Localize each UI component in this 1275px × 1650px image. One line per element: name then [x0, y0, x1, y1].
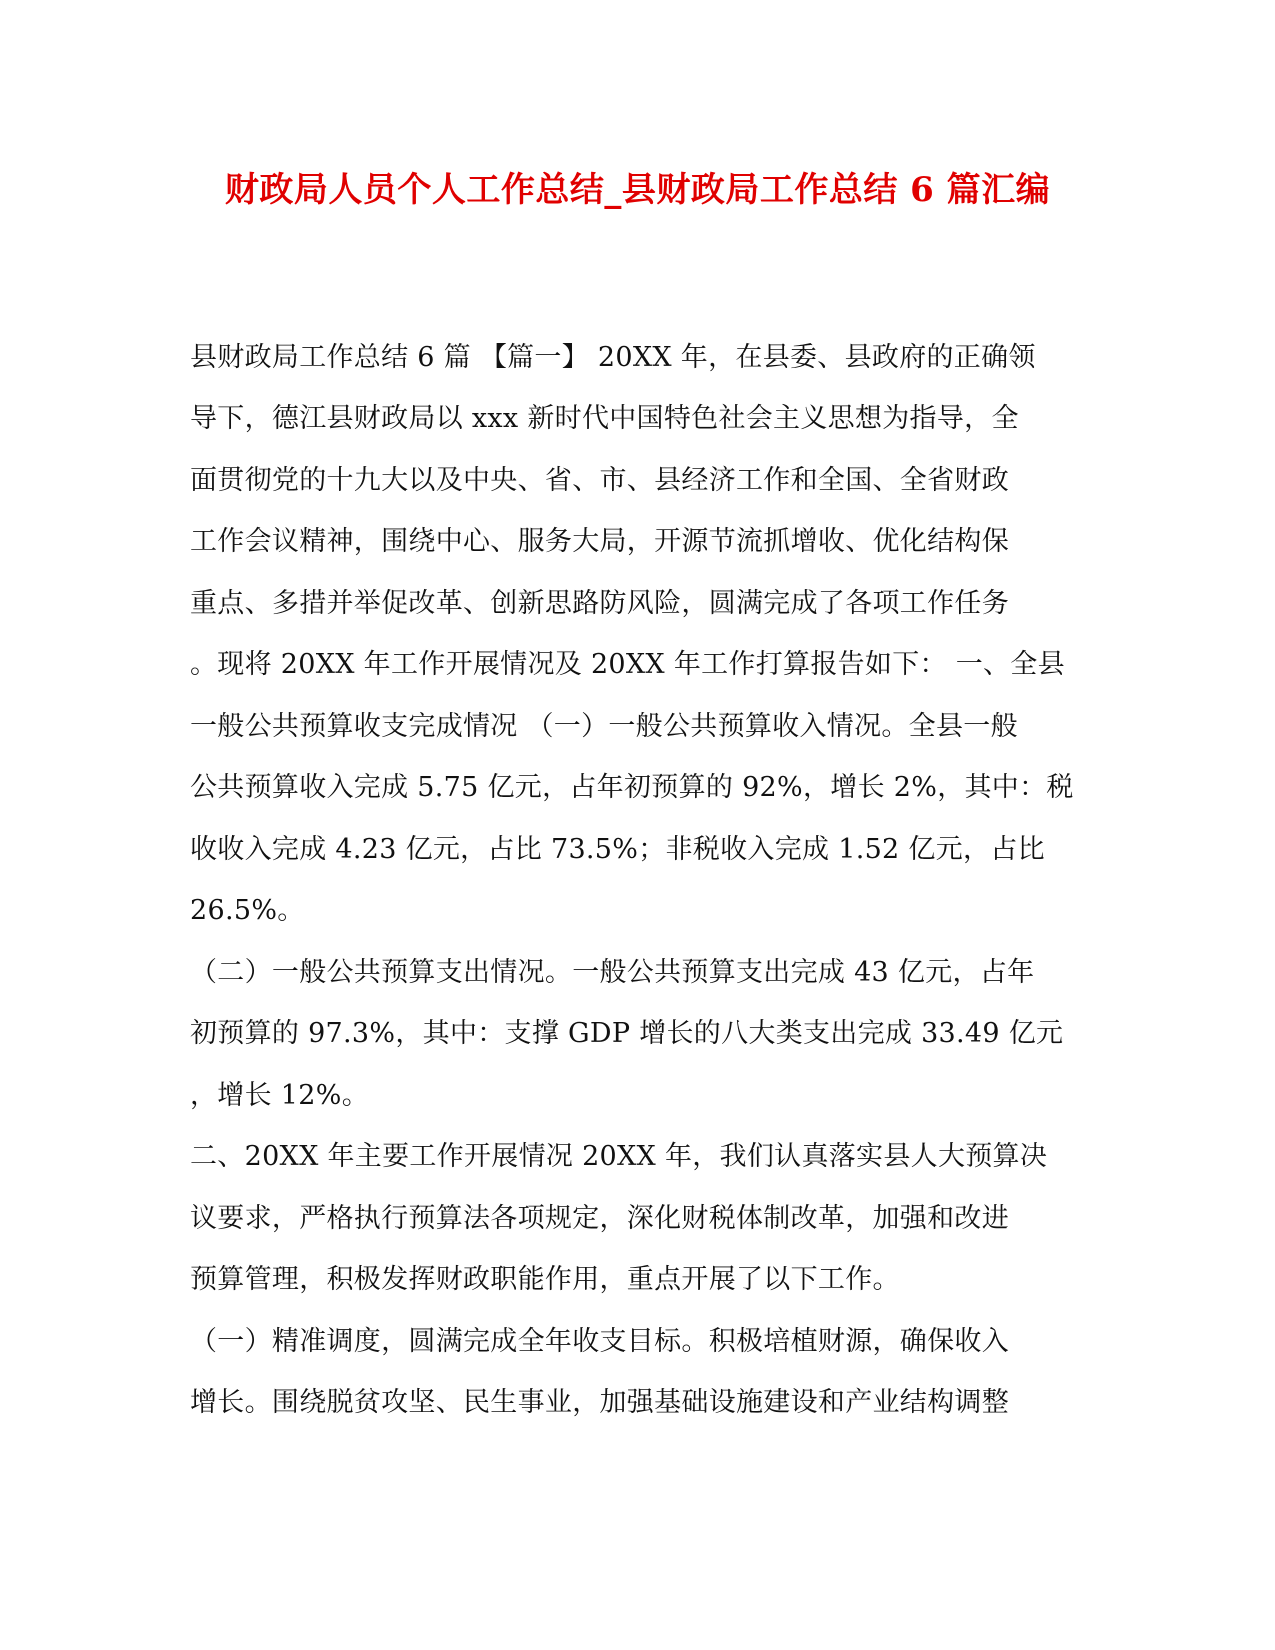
body-line: 县财政局工作总结 6 篇 【篇一】 20XX 年，在县委、县政府的正确领 — [190, 342, 1036, 373]
body-line: ，增长 12%。 — [190, 1080, 369, 1111]
body-line: 重点、多措并举促改革、创新思路防风险，圆满完成了各项工作任务 — [190, 588, 1009, 619]
body-line: 议要求，严格执行预算法各项规定，深化财税体制改革，加强和改进 — [190, 1203, 1009, 1234]
body-line: 。现将 20XX 年工作开展情况及 20XX 年工作打算报告如下： 一、全县 — [190, 649, 1065, 680]
body-line: 面贯彻党的十九大以及中央、省、市、县经济工作和全国、全省财政 — [190, 465, 1009, 496]
body-line: 导下，德江县财政局以 xxx 新时代中国特色社会主义思想为指导，全 — [190, 403, 1019, 434]
document-title: 财政局人员个人工作总结_县财政局工作总结 6 篇汇编 — [224, 170, 1051, 210]
body-line: 26.5%。 — [190, 895, 305, 926]
body-line: 工作会议精神，围绕中心、服务大局，开源节流抓增收、优化结构保 — [190, 526, 1009, 557]
body-line: 公共预算收入完成 5.75 亿元，占年初预算的 92%，增长 2%，其中：税 — [190, 772, 1074, 803]
body-line: 收收入完成 4.23 亿元，占比 73.5%；非税收入完成 1.52 亿元，占比 — [190, 834, 1045, 865]
body-line: （一）精准调度，圆满完成全年收支目标。积极培植财源，确保收入 — [190, 1326, 1009, 1357]
body-line: 预算管理，积极发挥财政职能作用，重点开展了以下工作。 — [190, 1264, 900, 1295]
body-line: 二、20XX 年主要工作开展情况 20XX 年，我们认真落实县人大预算决 — [190, 1141, 1048, 1172]
body-line: 一般公共预算收支完成情况 （一）一般公共预算收入情况。全县一般 — [190, 711, 1018, 742]
body-line: （二）一般公共预算支出情况。一般公共预算支出完成 43 亿元，占年 — [190, 957, 1035, 988]
body-line: 初预算的 97.3%，其中：支撑 GDP 增长的八大类支出完成 33.49 亿元 — [190, 1018, 1064, 1049]
body-line: 增长。围绕脱贫攻坚、民生事业，加强基础设施建设和产业结构调整 — [190, 1387, 1009, 1418]
